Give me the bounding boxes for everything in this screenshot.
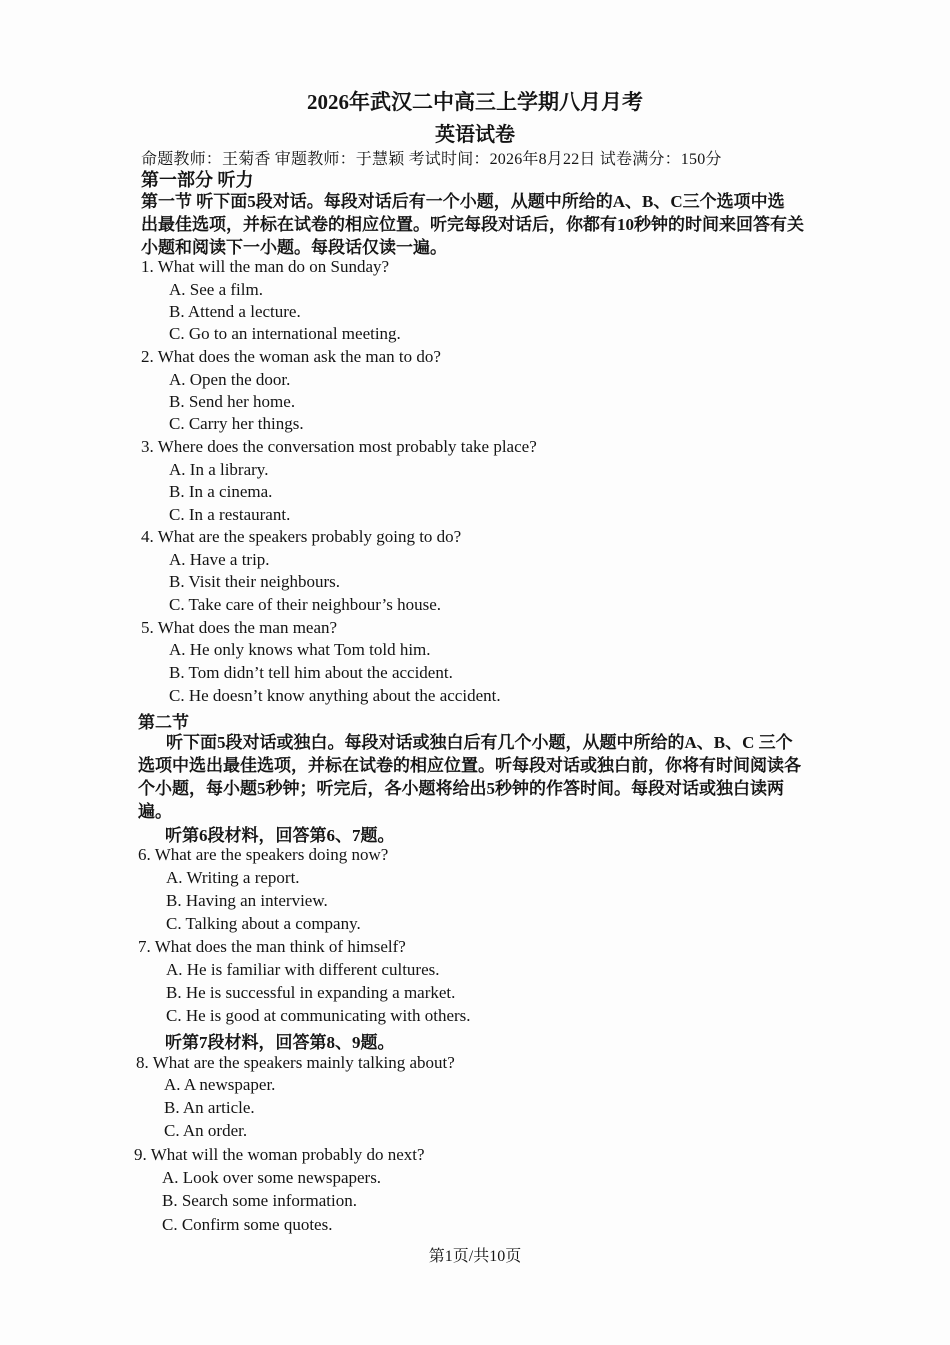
section1-instructions <box>141 190 891 259</box>
question-2-stem: 2. What does the woman ask the man to do? <box>141 347 441 366</box>
question-5-option-a: A. He only knows what Tom told him. <box>169 640 431 659</box>
question-3-stem: 3. Where does the conversation most probably take place? <box>141 437 537 456</box>
question-6-stem: 6. What are the speakers doing now? <box>138 845 389 864</box>
question-2-option-b: B. Send her home. <box>169 392 296 411</box>
question-6-option-b: B. Having an interview. <box>166 891 328 910</box>
question-8-option-b: B. An article. <box>164 1098 255 1117</box>
section1-line: 第一节 听下面5段对话。每段对话后有一个小题，从题中所给的A、B、C三个选项中选 <box>141 192 785 211</box>
question-8-option-a: A. A newspaper. <box>164 1075 276 1094</box>
question-7-stem: 7. What does the man think of himself? <box>138 937 406 956</box>
question-1-option-b: B. Attend a lecture. <box>169 302 301 321</box>
section2-instructions <box>138 731 893 823</box>
question-5-option-b: B. Tom didn’t tell him about the accident. <box>169 663 453 682</box>
exam-meta-info: 命题教师：王菊香 审题教师：于慧颖 考试时间：2026年8月22日 试卷满分：150分 <box>141 151 722 168</box>
question-2-option-c: C. Carry her things. <box>169 414 304 433</box>
question-3-option-a: A. In a library. <box>169 460 269 479</box>
question-3-option-c: C. In a restaurant. <box>169 505 291 524</box>
exam-subtitle: 英语试卷 <box>435 124 515 146</box>
question-5-stem: 5. What does the man mean? <box>141 618 338 637</box>
section2-line: 遍。 <box>138 802 172 821</box>
question-1-option-a: A. See a film. <box>169 280 263 299</box>
section2-line: 个小题，每小题5秒钟；听完后，各小题将给出5秒钟的作答时间。每段对话或独白读两 <box>138 779 784 798</box>
material-6-heading: 听第6段材料，回答第6、7题。 <box>165 826 395 845</box>
question-7-option-b: B. He is successful in expanding a market. <box>166 983 456 1002</box>
part1-title: 第一部分 听力 <box>141 170 254 190</box>
question-4-stem: 4. What are the speakers probably going to do? <box>141 527 462 546</box>
question-7-option-a: A. He is familiar with different cultures. <box>166 960 440 979</box>
question-7-option-c: C. He is good at communicating with others. <box>166 1006 471 1025</box>
section2-line: 听下面5段对话或独白。每段对话或独白后有几个小题，从题中所给的A、B、C 三个 <box>166 733 793 752</box>
question-9-option-b: B. Search some information. <box>162 1191 357 1210</box>
question-8-stem: 8. What are the speakers mainly talking about? <box>136 1053 455 1072</box>
question-6-option-c: C. Talking about a company. <box>166 914 361 933</box>
material-7-heading: 听第7段材料，回答第8、9题。 <box>165 1033 395 1052</box>
question-9-option-a: A. Look over some newspapers. <box>162 1168 382 1187</box>
question-4-option-a: A. Have a trip. <box>169 550 270 569</box>
question-4-option-c: C. Take care of their neighbour’s house. <box>169 595 441 614</box>
section1-line: 出最佳选项，并标在试卷的相应位置。听完每段对话后，你都有10秒钟的时间来回答有关 <box>141 215 804 234</box>
question-3-option-b: B. In a cinema. <box>169 482 273 501</box>
section1-line: 小题和阅读下一小题。每段话仅读一遍。 <box>141 238 447 257</box>
section2-line: 选项中选出最佳选项，并标在试卷的相应位置。听每段对话或独白前，你将有时间阅读各 <box>138 756 801 775</box>
question-9-option-c: C. Confirm some quotes. <box>162 1215 333 1234</box>
question-1-stem: 1. What will the man do on Sunday? <box>141 257 390 276</box>
page-number: 第1页/共10页 <box>428 1248 522 1265</box>
question-5-option-c: C. He doesn’t know anything about the accident. <box>169 686 501 705</box>
question-8-option-c: C. An order. <box>164 1121 248 1140</box>
question-9-stem: 9. What will the woman probably do next? <box>134 1145 425 1164</box>
section2-title: 第二节 <box>138 713 189 732</box>
question-4-option-b: B. Visit their neighbours. <box>169 572 341 591</box>
exam-title: 2026年武汉二中高三上学期八月月考 <box>307 90 643 114</box>
question-2-option-a: A. Open the door. <box>169 370 291 389</box>
question-1-option-c: C. Go to an international meeting. <box>169 324 401 343</box>
question-6-option-a: A. Writing a report. <box>166 868 300 887</box>
